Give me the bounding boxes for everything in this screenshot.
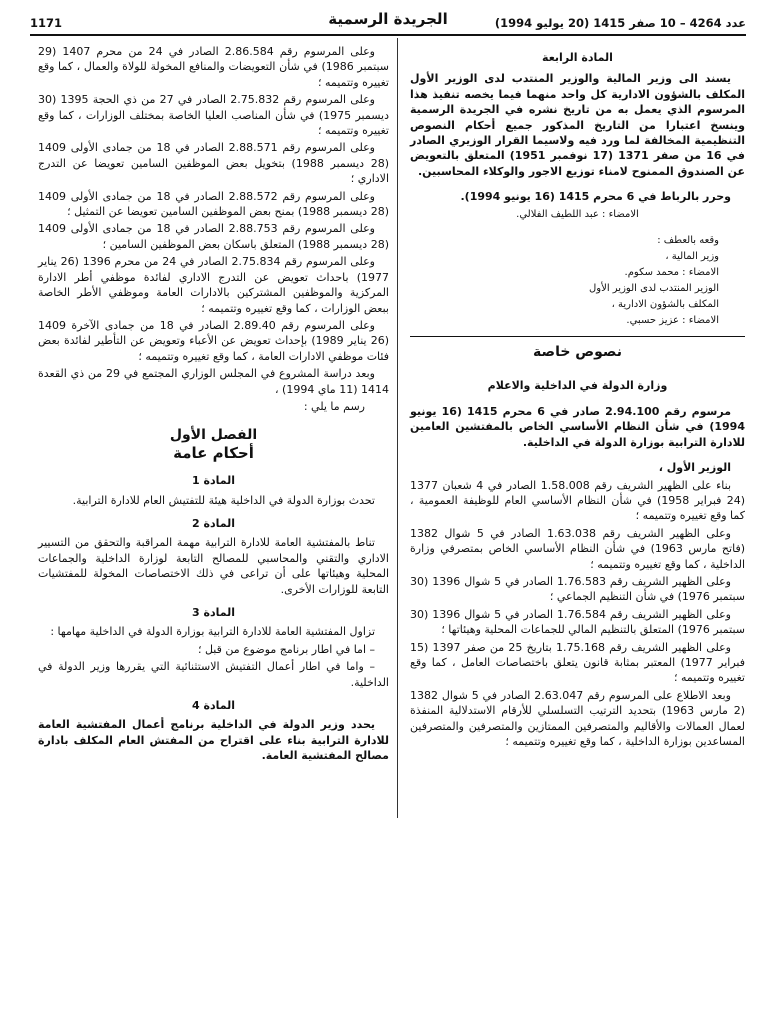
article-title: المادة 1 — [191, 474, 236, 488]
recital: وعلى الظهير الشريف رقم 1.76.584 الصادر في 5 شوال 1396 (30 سبتمبر 1976) المتعلق بالتنظيم المالي للجماعات المحلية وهيئاتها ؛ — [410, 607, 745, 637]
article-paragraph: تحدث بوزارة الدولة في الداخلية هيئة للتفتيش العام للادارة الترابية. — [72, 493, 375, 507]
decrees-line: رسم ما يلي : — [303, 399, 365, 413]
recital: وعلى المرسوم رقم 2.88.571 الصادر في 18 من جمادى الأولى 1409 (28 ديسمبر 1988) بتخويل بعض الموظفين السامين تعويضا عن التدرج الاداري ؛ — [38, 141, 389, 186]
gazette-title: الجريدة الرسمية — [328, 10, 448, 28]
right-column — [410, 46, 745, 751]
left-column — [38, 44, 389, 766]
page-number: 1171 — [30, 16, 63, 30]
column-divider — [397, 38, 398, 818]
article-paragraph: تزاول المفتشية العامة للادارة الترابية بوزارة الدولة في الداخلية مهامها : — [50, 625, 375, 639]
article-paragraph: – واما في اطار أعمال التفتيش الاستثنائية التي يقررها وزير الدولة في الداخلية. — [38, 660, 389, 689]
article-title: المادة 2 — [191, 516, 236, 530]
article-paragraph: يحدد وزير الدولة في الداخلية برنامج أعمال المفتشية العامة للادارة الترابية بناء على اقتراح من المفتش العام المكلف بادارة مصالح المفتشية العامة. — [38, 718, 389, 763]
article-title: المادة الرابعة — [542, 51, 613, 64]
prime-minister-heading: الوزير الأول ، — [658, 461, 731, 475]
recital: وعلى الظهير الشريف رقم 1.75.168 بتاريخ 25 من صفر 1397 (15 فبراير 1977) المعتبر بمثابة قانون يتعلق باختصاصات العامل ، كما وقع تغييره وتتميمه ؛ — [410, 640, 745, 685]
recital: بناء على الظهير الشريف رقم 1.58.008 الصادر في 4 شعبان 1377 (24 فبراير 1958) في شأن النظام الأساسي العام للوظيفة العمومية ، كما وقع تغييره وتتميمه ؛ — [410, 478, 746, 523]
recital: وعلى الظهير الشريف رقم 1.63.038 الصادر في 5 شوال 1382 (فاتح مارس 1963) في شأن النظام الأساسي الخاص بمتصرفي وزارة الداخلية ، كما وقع تغييره وتتميمه ؛ — [410, 526, 745, 571]
article-title: المادة 3 — [191, 606, 236, 619]
chapter-title: الفصل الأول — [169, 427, 258, 444]
done-at: وحرر بالرباط في 6 محرم 1415 (16 يونيو 1994). — [460, 190, 731, 204]
countersign-minister-2-line-1: الوزير المنتدب لدى الوزير الأول — [589, 283, 719, 295]
countersign-signature-1: الامضاء : محمد سكوم. — [624, 267, 719, 279]
chapter-subtitle: أحكام عامة — [173, 443, 254, 462]
recital: وعلى المرسوم رقم 2.88.753 الصادر في 18 من جمادى الأولى 1409 (28 ديسمبر 1988) المتعلق باسكان بعض الموظفين السامين ؛ — [38, 222, 389, 251]
countersign-minister-2-line-2: المكلف بالشؤون الادارية ، — [611, 299, 719, 311]
section-divider — [410, 336, 745, 337]
article-title: المادة 4 — [191, 699, 236, 713]
recital: وبعد دراسة المشروع في المجلس الوزاري المجتمع في 29 من ذي القعدة 1414 (11 ماي 1994) ، — [38, 367, 389, 396]
article-paragraph: – اما في اطار برنامج موضوع من قبل ؛ — [197, 642, 375, 656]
countersign-intro: وقعه بالعطف : — [657, 235, 719, 247]
recital: وبعد الاطلاع على المرسوم رقم 2.63.047 الصادر في 5 شوال 1382 (2 مارس 1963) بتحديد الترتيب التسلسلي للأرقام الاستدلالية المنفذة لعمال العمالات والأقاليم والمتصرفين الممتازين والمتصرفين والمتصرفين المساعدين بوزارة الداخلية ، كما وقع تغييره وتتميمه ؛ — [410, 688, 745, 748]
article-paragraph: تناط بالمفتشية العامة للادارة الترابية مهمة المراقبة والتحقق من التسيير الاداري والتقني والمحاسبي للمصالح التابعة لوزارة الداخلية والجماعات المحلية وهيئاتها على أن تراعى في ذلك الاختصاصات المخولة للمفتشيات التابعة للوزارات الأخرى. — [38, 536, 389, 596]
article-body: يسند الى وزير المالية والوزير المنتدب لدى الوزير الأول المكلف بالشؤون الادارية كل واحد منهما فيما يخصه تنفيذ هذا المرسوم الذي يعمل به من تاريخ نشره في الجريدة الرسمية وينسخ اعتبارا من التاريخ المذكور جميع أحكام النصوص التنظيمية المخالفة لما ورد فيه ولاسيما القرار الوزيري الصادر في 16 من صفر 1371 (17 نوفمبر 1951) المتعلق بالتعويض عن الصندوق الممنوح لامناء توزيع الاجور والوكلاء المحاسبين. — [410, 72, 745, 178]
section-title: نصوص خاصة — [533, 344, 622, 361]
recital: وعلى المرسوم رقم 2.86.584 الصادر في 24 من محرم 1407 (29 سبتمبر 1986) في شأن التعويضات والمنافع المخولة للولاة والعمال ، كما وقع تغييره وتتميمه ؛ — [38, 45, 389, 89]
header-rule — [30, 34, 746, 36]
recital: وعلى المرسوم رقم 2.88.572 الصادر في 18 من جمادى الأولى 1409 (28 ديسمبر 1988) بمنح بعض الموظفين السامين تعويضا عن التمثيل ؛ — [38, 189, 389, 219]
decree-title: مرسوم رقم 2.94.100 صادر في 6 محرم 1415 (16 يونيو 1994) في شأن النظام الأساسي الخاص بالمفتشين العامين للادارة الترابية بوزارة الدولة في الداخلية. — [410, 404, 745, 449]
issue-info: عدد 4264 – 10 صفر 1415 (20 يوليو 1994) — [494, 16, 746, 30]
recital: وعلى المرسوم رقم 2.75.832 الصادر في 27 من ذي الحجة 1395 (30 ديسمبر 1975) في شأن المناصب العليا الخاصة بمختلف الوزارات ، كما وقع تغييره وتتميمه ؛ — [38, 93, 389, 138]
countersign-signature-2: الامضاء : عزيز حسبي. — [626, 315, 719, 327]
ministry-heading: وزارة الدولة في الداخلية والاعلام — [487, 379, 668, 393]
recital: وعلى المرسوم رقم 2.89.40 الصادر في 18 من جمادى الآخرة 1409 (26 يناير 1989) بإحداث تعويض عن الأعباء وتعويض عن التأطير لفائدة بعض فئات موظفي الادارات العامة ، كما وقع تغييره وتتميمه ؛ — [38, 318, 389, 363]
signature: الامضاء : عبد اللطيف الفلالي. — [516, 208, 639, 220]
recital: وعلى الظهير الشريف رقم 1.76.583 الصادر في 5 شوال 1396 (30 سبتمبر 1976) في شأن التنظيم الجماعي ؛ — [410, 574, 745, 604]
page-header — [30, 10, 746, 32]
countersign-minister-1: وزير المالية ، — [665, 251, 719, 263]
recital: وعلى المرسوم رقم 2.75.834 الصادر في 24 من محرم 1396 (26 يناير 1977) باحداث تعويض عن التدرج الاداري لفائدة موظفي أطر الادارة المركزية والموظفين المشتركين بالادارات العامة وموظفي الأطر الخاصة ببعض الوزارات ، كما وقع تغييره وتتميمه ؛ — [38, 255, 389, 315]
